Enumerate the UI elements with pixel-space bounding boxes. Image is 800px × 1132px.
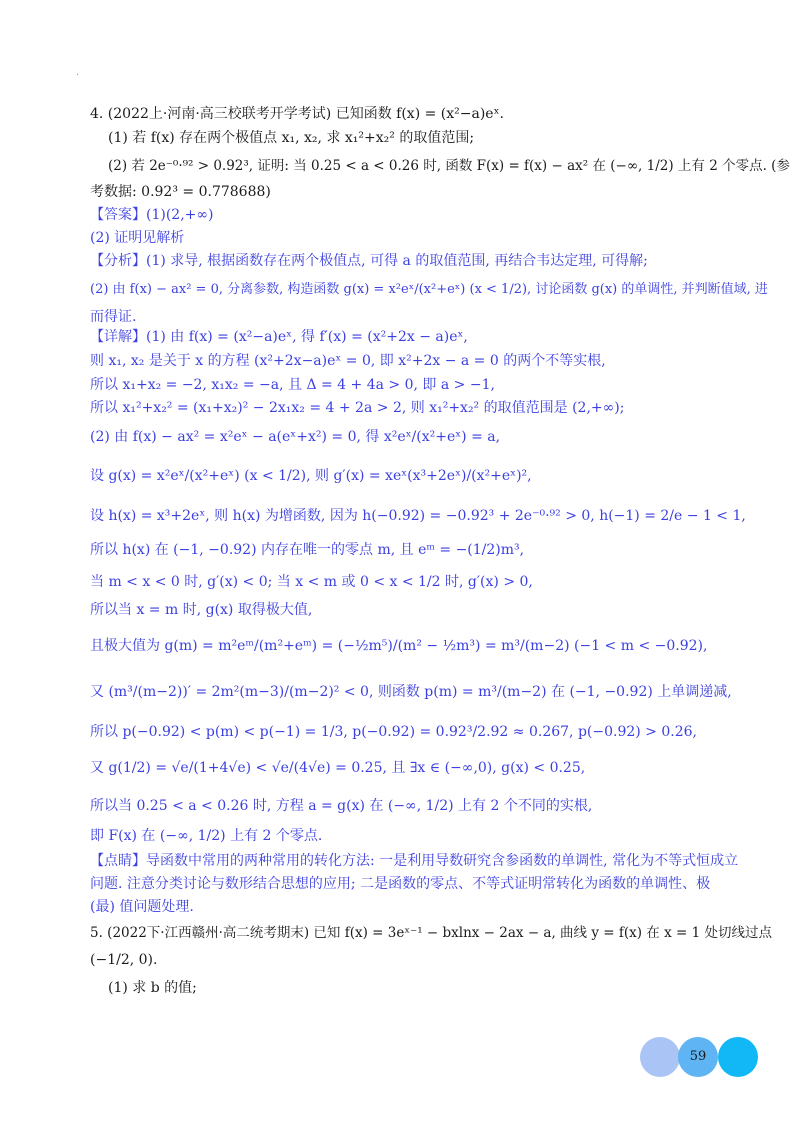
- detail-3: 所以 x₁+x₂ = −2, x₁x₂ = −a, 且 Δ = 4 + 4a > 0, 即 a > −1,: [90, 377, 495, 393]
- analysis-3: 而得证.: [90, 309, 137, 325]
- detail-14: 又 g(1/2) = √e/(1+4√e) < √e/(4√e) = 0.25, 且 ∃x ∈ (−∞,0), g(x) < 0.25,: [90, 760, 586, 776]
- badge-circle-right: [718, 1037, 758, 1077]
- problem-4-reference-data: 考数据: 0.92³ = 0.778688): [90, 184, 271, 200]
- detail-7: 设 h(x) = x³+2eˣ, 则 h(x) 为增函数, 因为 h(−0.92) = −0.92³ + 2e⁻⁰·⁹² > 0, h(−1) = 2/e − 1 < 1,: [90, 508, 746, 524]
- answer-1: 【答案】(1)(2,+∞): [90, 207, 214, 223]
- detail-4: 所以 x₁²+x₂² = (x₁+x₂)² − 2x₁x₂ = 4 + 2a > 2, 则 x₁²+x₂² 的取值范围是 (2,+∞);: [90, 400, 625, 416]
- analysis-1: 【分析】(1) 求导, 根据函数存在两个极值点, 可得 a 的取值范围, 再结合韦达定理, 可得解;: [90, 253, 648, 269]
- problem-4-stem: 4. (2022上·河南·高三校联考开学考试) 已知函数 f(x) = (x²−a)eˣ.: [90, 106, 504, 122]
- header-mark: ·: [76, 70, 80, 81]
- detail-11: 且极大值为 g(m) = m²eᵐ/(m²+eᵐ) = (−½m⁵)/(m² − ½m³) = m³/(m−2) (−1 < m < −0.92),: [90, 638, 708, 654]
- detail-15: 所以当 0.25 < a < 0.26 时, 方程 a = g(x) 在 (−∞, 1/2) 上有 2 个不同的实根,: [90, 798, 593, 814]
- answer-2: (2) 证明见解析: [90, 230, 185, 246]
- detail-13: 所以 p(−0.92) < p(m) < p(−1) = 1/3, p(−0.92) = 0.92³/2.92 ≈ 0.267, p(−0.92) > 0.26,: [90, 724, 697, 740]
- detail-16: 即 F(x) 在 (−∞, 1/2) 上有 2 个零点.: [90, 828, 323, 844]
- comment-2: 问题. 注意分类讨论与数形结合思想的应用; 二是函数的零点、不等式证明常转化为函数的单调性、极: [90, 876, 711, 892]
- page-number: 59: [689, 1049, 707, 1064]
- analysis-2: (2) 由 f(x) − ax² = 0, 分离参数, 构造函数 g(x) = x²eˣ/(x²+eˣ) (x < 1/2), 讨论函数 g(x) 的单调性, 并判断值域, 进: [90, 282, 768, 297]
- problem-5-stem: 5. (2022下·江西赣州·高二统考期末) 已知 f(x) = 3eˣ⁻¹ − bxlnx − 2ax − a, 曲线 y = f(x) 在 x = 1 处切线过点: [90, 925, 772, 941]
- detail-5: (2) 由 f(x) − ax² = x²eˣ − a(eˣ+x²) = 0, 得 x²eˣ/(x²+eˣ) = a,: [90, 429, 501, 445]
- detail-1: 【详解】(1) 由 f(x) = (x²−a)eˣ, 得 f′(x) = (x²+2x − a)eˣ,: [90, 329, 468, 345]
- page-number-badge: [640, 1037, 760, 1077]
- comment-3: (最) 值问题处理.: [90, 899, 194, 915]
- detail-2: 则 x₁, x₂ 是关于 x 的方程 (x²+2x−a)eˣ = 0, 即 x²+2x − a = 0 的两个不等实根,: [90, 353, 606, 369]
- problem-4-part-1: (1) 若 f(x) 存在两个极值点 x₁, x₂, 求 x₁²+x₂² 的取值范围;: [108, 130, 475, 146]
- comment-1: 【点睛】导函数中常用的两种常用的转化方法: 一是利用导数研究含参函数的单调性, 常化为不等式恒成立: [90, 853, 739, 869]
- problem-5-part-1: (1) 求 b 的值;: [108, 980, 197, 996]
- detail-12: 又 (m³/(m−2))′ = 2m²(m−3)/(m−2)² < 0, 则函数 p(m) = m³/(m−2) 在 (−1, −0.92) 上单调递减,: [90, 684, 732, 700]
- problem-5-point: (−1/2, 0).: [90, 952, 158, 968]
- detail-6: 设 g(x) = x²eˣ/(x²+eˣ) (x < 1/2), 则 g′(x) = xeˣ(x³+2eˣ)/(x²+eˣ)²,: [90, 468, 532, 484]
- problem-4-part-2: (2) 若 2e⁻⁰·⁹² > 0.92³, 证明: 当 0.25 < a < 0.26 时, 函数 F(x) = f(x) − ax² 在 (−∞, 1/2) 上有 2 个零点. (参: [108, 158, 790, 174]
- detail-10: 所以当 x = m 时, g(x) 取得极大值,: [90, 602, 313, 618]
- detail-8: 所以 h(x) 在 (−1, −0.92) 内存在唯一的零点 m, 且 eᵐ = −(1/2)m³,: [90, 542, 525, 558]
- detail-9: 当 m < x < 0 时, g′(x) < 0; 当 x < m 或 0 < x < 1/2 时, g′(x) > 0,: [90, 574, 533, 590]
- badge-circle-left: [640, 1037, 680, 1077]
